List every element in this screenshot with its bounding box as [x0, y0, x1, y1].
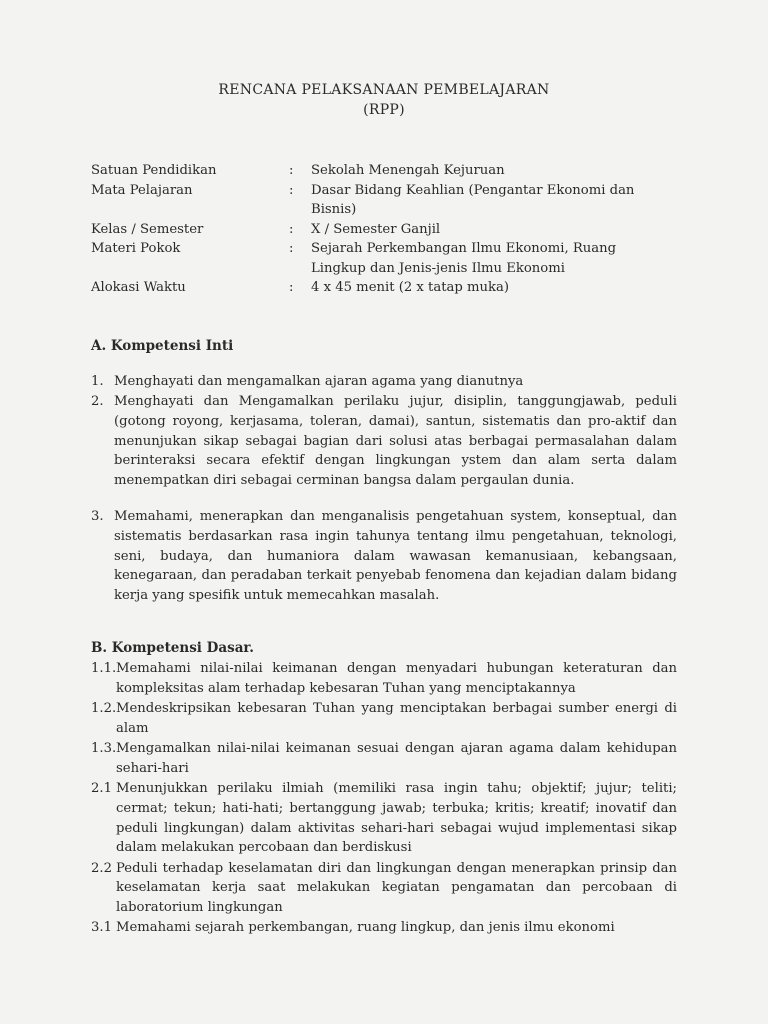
list-item	[91, 739, 677, 779]
list-item	[91, 779, 677, 858]
list-item	[91, 918, 677, 938]
item-text: Menunjukkan perilaku ilmiah (memiliki rasa ingin tahu; objektif; jujur; teliti; cermat; tekun; hati-hati; bertanggung jawab; terbuka; kritis; kreatif; inovatif dan peduli lingkungan) dalam aktivitas sehari-hari sebagai wujud implementasi sikap dalam melakukan percobaan dan berdiskusi	[116, 780, 677, 856]
item-number: 1.	[91, 374, 104, 389]
item-number: 1.1.	[91, 661, 117, 676]
info-label: Materi Pokok	[91, 241, 181, 256]
info-colon: :	[289, 221, 294, 237]
list-item	[91, 392, 677, 491]
info-row-kelas	[91, 220, 691, 240]
item-text: Menghayati dan mengamalkan ajaran agama yang dianutnya	[114, 374, 524, 389]
info-label: Alokasi Waktu	[91, 280, 186, 295]
document-title: RENCANA PELAKSANAAN PEMBELAJARAN	[218, 82, 550, 98]
info-table	[91, 161, 691, 298]
list-item	[91, 372, 677, 392]
list-item	[91, 859, 677, 918]
info-label: Satuan Pendidikan	[91, 163, 217, 178]
info-row-materi	[91, 239, 691, 278]
info-row-mapel	[91, 181, 691, 220]
info-row-satuan	[91, 161, 691, 181]
item-number: 1.3.	[91, 740, 117, 756]
item-text: Menghayati dan Mengamalkan perilaku jujur, disiplin, tanggungjawab, peduli (gotong royong, kerjasama, toleran, damai), santun, sistematis dan pro-aktif dan menunjukan sikap sebagai bagian dari solusi atas berbagai permasalahan dalam berinteraksi secara efektif dengan lingkungan ystem dan alam serta dalam menempatkan diri sebagai cerminan bangsa dalam pergaulan dunia.	[114, 394, 677, 489]
info-value: 4 x 45 menit (2 x tatap muka)	[311, 280, 510, 295]
info-row-alokasi	[91, 278, 691, 298]
item-number: 2.2	[91, 860, 112, 876]
section-title-kompetensi-inti: A. Kompetensi Inti	[91, 338, 234, 354]
item-text: Peduli terhadap keselamatan diri dan lingkungan dengan menerapkan prinsip dan keselamatan kerja saat melakukan kegiatan pengamatan dan percobaan di laboratorium lingkungan	[116, 860, 677, 916]
info-colon: :	[289, 280, 294, 295]
kompetensi-inti-list	[91, 392, 677, 491]
kompetensi-dasar-list	[91, 659, 677, 939]
info-label: Kelas / Semester	[91, 221, 204, 237]
section-title-kompetensi-dasar: B. Kompetensi Dasar.	[91, 640, 255, 656]
item-text: Memahami nilai-nilai keimanan dengan menyadari hubungan keteraturan dan kompleksitas alam terhadap kebesaran Tuhan yang menciptakannya	[116, 661, 677, 696]
info-value: Sejarah Perkembangan Ilmu Ekonomi, Ruang Lingkup dan Jenis-jenis Ilmu Ekonomi	[311, 241, 617, 276]
list-item	[91, 699, 677, 739]
item-text: Memahami, menerapkan dan menganalisis pengetahuan system, konseptual, dan sistematis berdasarkan rasa ingin tahunya tentang ilmu pengetahuan, teknologi, seni, budaya, dan humaniora dalam wawasan kemanusiaan, kebangsaan, kenegaraan, dan peradaban terkait penyebab fenomena dan kejadian dalam bidang kerja yang spesifik untuk memecahkan masalah.	[114, 509, 677, 604]
info-colon: :	[289, 163, 294, 178]
item-number: 2.	[91, 394, 104, 409]
info-label: Mata Pelajaran	[91, 182, 193, 198]
document-subtitle: (RPP)	[363, 102, 405, 118]
item-number: 3.	[91, 509, 104, 524]
info-colon: :	[289, 182, 294, 198]
info-colon: :	[289, 241, 294, 256]
item-number: 3.1	[91, 920, 112, 936]
item-text: Memahami sejarah perkembangan, ruang lingkup, dan jenis ilmu ekonomi	[116, 920, 615, 936]
list-item	[91, 659, 677, 699]
info-value: Sekolah Menengah Kejuruan	[311, 163, 505, 178]
item-number: 2.1	[91, 780, 112, 796]
list-item	[91, 507, 677, 606]
info-value: X / Semester Ganjil	[311, 221, 441, 237]
info-value: Dasar Bidang Keahlian (Pengantar Ekonomi dan Bisnis)	[311, 182, 635, 217]
kompetensi-inti-list	[91, 507, 677, 606]
item-text: Mengamalkan nilai-nilai keimanan sesuai dengan ajaran agama dalam kehidupan sehari-hari	[116, 740, 677, 776]
item-number: 1.2.	[91, 700, 117, 716]
item-text: Mendeskripsikan kebesaran Tuhan yang menciptakan berbagai sumber energi di alam	[116, 700, 677, 736]
kompetensi-inti-list	[91, 372, 677, 392]
